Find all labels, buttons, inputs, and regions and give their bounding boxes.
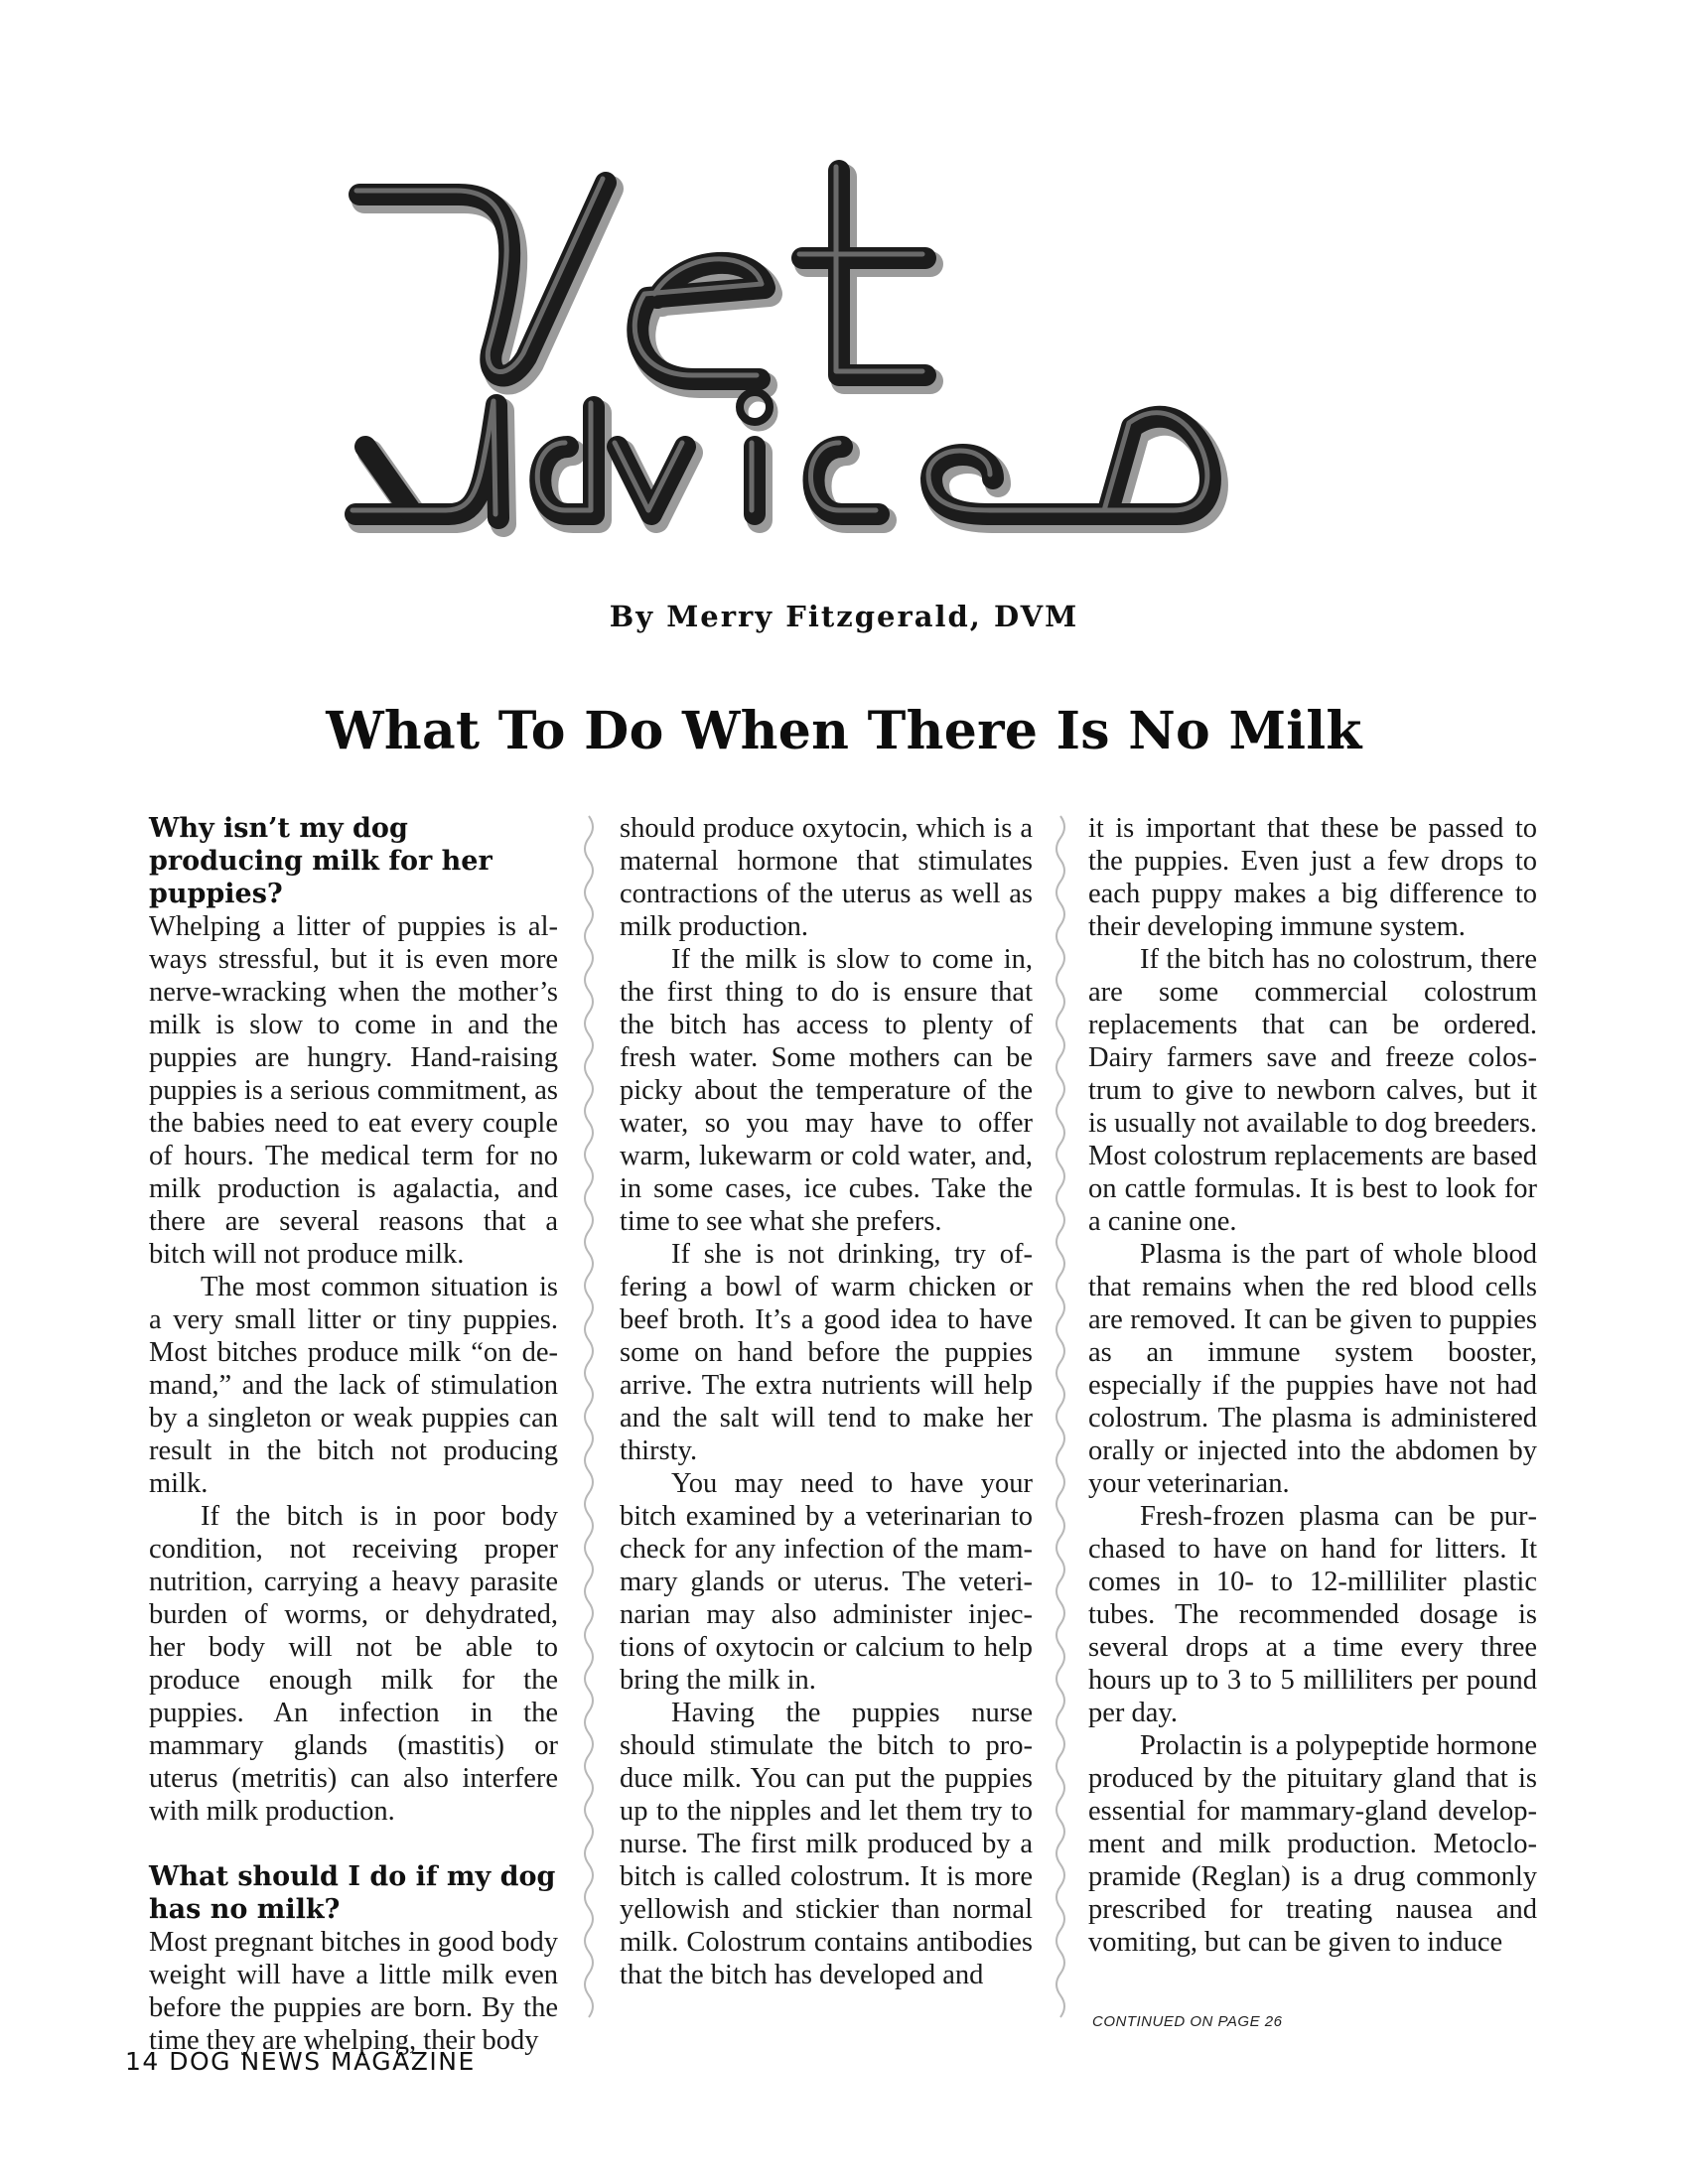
paragraph: Most pregnant bitches in good body weight will have a little milk even before the puppies are born. By the time they are whelping, their body — [149, 1927, 558, 2056]
article-headline: What To Do When There Is No Milk — [326, 701, 1362, 761]
article-column-3 — [1088, 812, 1537, 2013]
section-heading: What should I do if my dog has no milk? — [149, 1861, 556, 1925]
continued-note: CONTINUED ON PAGE 26 — [1092, 2013, 1283, 2030]
paragraph: If she is not drinking, try offering a bowl of warm chicken or beef broth. It’s a good idea to have some on hand before the puppies arrive. The extra nutrients will help and the salt will tend to make her thirsty. — [620, 1239, 1033, 1466]
wavy-column-divider — [577, 816, 601, 2007]
paragraph: should produce oxytocin, which is a maternal hormone that stimulates contractions of the uterus as well as milk production. — [620, 813, 1033, 942]
byline: By Merry Fitzgerald, DVM — [609, 600, 1079, 633]
paragraph: Having the puppies nurse should stimulate the bitch to produce milk. You can put the puppies up to the nipples and let them try to nurse. The first milk produced by a bitch is called colostrum. It is more yellowish and stickier than normal milk. Colostrum contains antibodies that the bitch has developed and — [620, 1698, 1033, 1990]
paragraph: If the milk is slow to come in, the first thing to do is ensure that the bitch has access to plenty of fresh water. Some mothers can be picky about the temperature of the water, so you may have to offer warm, lukewarm or cold water, and, in some cases, ice cubes. Take the time to see what she prefers. — [620, 944, 1033, 1237]
paragraph: The most common situation is a very small litter or tiny puppies. Most bitches produce milk “on demand,” and the lack of stimulation by a singleton or weak puppies can result in the bitch not producing milk. — [149, 1272, 558, 1499]
paragraph: Prolactin is a polypeptide hormone produced by the pituitary gland that is essential for mammary-gland development and milk production. Metoclopramide (Reglan) is a drug commonly prescribed for treating nausea and vomiting, but can be given to induce — [1088, 1730, 1537, 1958]
vet-advice-logo — [338, 149, 1311, 566]
page-footer: 14 DOG NEWS MAGAZINE — [125, 2047, 476, 2076]
paragraph: You may need to have your bitch examined by a veterinarian to check for any infection of the mammary glands or uterus. The veterinarian may also administer injections of oxytocin or calcium to help bring the milk in. — [620, 1468, 1033, 1696]
paragraph: If the bitch is in poor body condition, not receiving proper nutrition, carrying a heavy parasite burden of worms, or dehydrated, her body will not be able to produce enough milk for the puppies. An infection in the mammary glands (mastitis) or uterus (metritis) can also interfere with milk production. — [149, 1501, 558, 1827]
paragraph: Plasma is the part of whole blood that remains when the red blood cells are removed. It can be given to puppies as an immune system booster, especially if the puppies have not had colostrum. The plasma is administered orally or injected into the abdomen by your veterinarian. — [1088, 1239, 1537, 1499]
paragraph: Whelping a litter of puppies is always stressful, but it is even more nerve-wracking when the mother’s milk is slow to come in and the puppies are hungry. Hand-raising puppies is a serious commitment, as the babies need to eat every couple of hours. The medical term for no milk production is agalactia, and there are several reasons that a bitch will not produce milk. — [149, 911, 558, 1270]
section-heading: Why isn’t my dog producing milk for her puppies? — [149, 813, 492, 909]
wavy-column-divider — [1049, 816, 1072, 2007]
article-column-1 — [149, 812, 558, 2056]
article-column-2 — [620, 812, 1033, 2013]
paragraph: Fresh-frozen plasma can be purchased to have on hand for litters. It comes in 10- to 12-milliliter plastic tubes. The recommended dosage is several drops at a time every three hours up to 3 to 5 milliliters per pound per day. — [1088, 1501, 1537, 1728]
paragraph: it is important that these be passed to the puppies. Even just a few drops to each puppy makes a big difference to their developing immune system. — [1088, 813, 1537, 942]
paragraph: If the bitch has no colostrum, there are some commercial colostrum replacements that can be ordered. Dairy farmers save and freeze colostrum to give to newborn calves, but it is usually not available to dog breeders. Most colostrum replacements are based on cattle formulas. It is best to look for a canine one. — [1088, 944, 1537, 1237]
